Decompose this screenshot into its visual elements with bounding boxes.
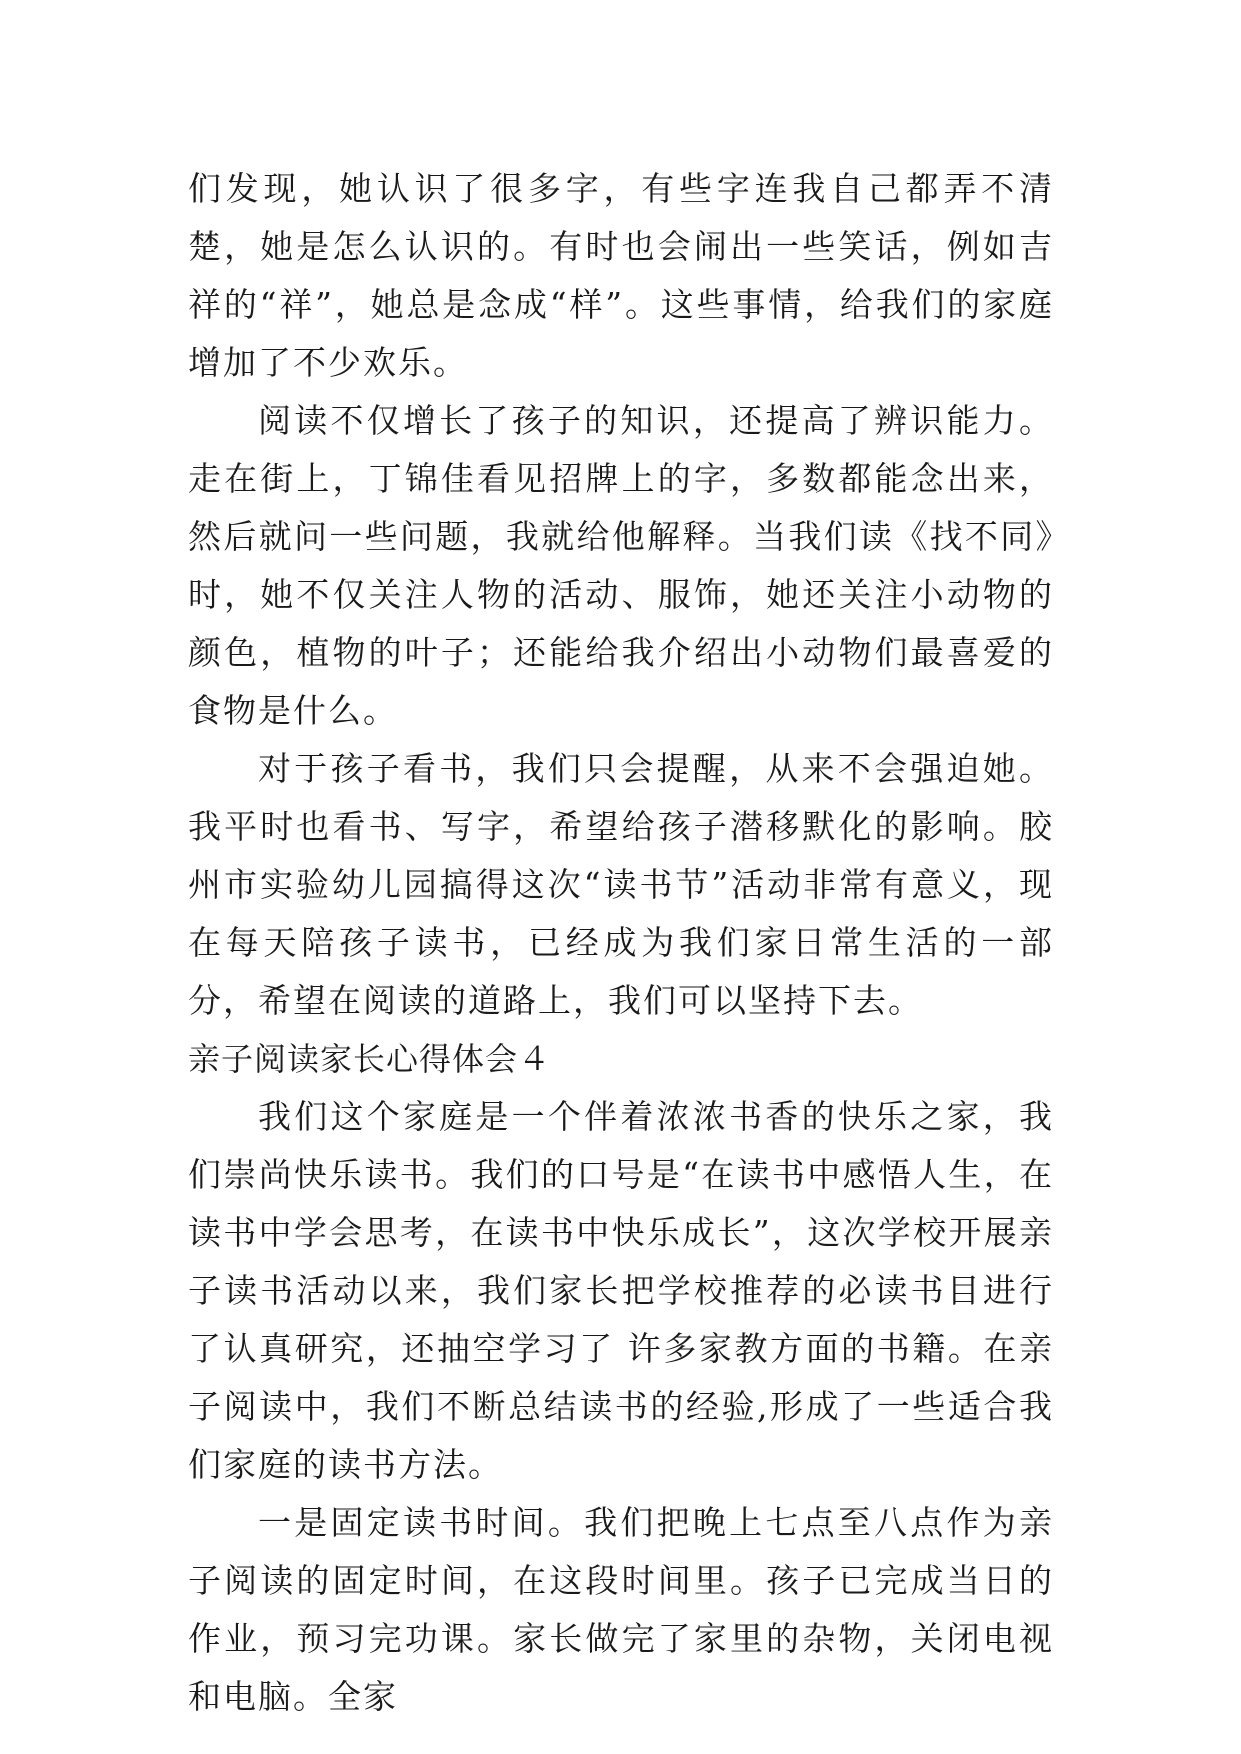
section-heading: 亲子阅读家长心得体会４ [188,1040,552,1078]
paragraph-reading-ability: 阅读不仅增长了孩子的知识，还提高了辨识能力。走在街上，丁锦佳看见招牌上的字，多数都能念出来，然后就问一些问题，我就给他解释。当我们读《找不同》时，她不仅关注人物的活动、服饰，她还关注小动物的颜色，植物的叶子；还能给我介绍出小动物们最喜爱的食物是什么。 [188,401,1054,730]
paragraph-continuation: 们发现，她认识了很多字，有些字连我自己都弄不清楚，她是怎么认识的。有时也会闹出一些笑话，例如吉祥的“祥”，她总是念成“样”。这些事情，给我们的家庭增加了不少欢乐。 [188,169,1054,382]
paragraph-reading-habit: 对于孩子看书，我们只会提醒，从来不会强迫她。我平时也看书、写字，希望给孩子潜移默化的影响。胶州市实验幼儿园搞得这次“读书节”活动非常有意义，现在每天陪孩子读书，已经成为我们家日常生活的一部分，希望在阅读的道路上，我们可以坚持下去。 [188,749,1054,1020]
paragraph-family-reading: 我们这个家庭是一个伴着浓浓书香的快乐之家，我们崇尚快乐读书。我们的口号是“在读书中感悟人生，在读书中学会思考，在读书中快乐成长”，这次学校开展亲子读书活动以来，我们家长把学校推荐的必读书目进行了认真研究，还抽空学习了 许多家教方面的书籍。在亲子阅读中，我们不断总结读书的经验,形成了一些适合我们家庭的读书方法。 [188,1097,1054,1484]
document-body [188,160,1054,1726]
paragraph-fixed-time: 一是固定读书时间。我们把晚上七点至八点作为亲子阅读的固定时间，在这段时间里。孩子已完成当日的作业，预习完功课。家长做完了家里的杂物，关闭电视和电脑。全家 [188,1503,1054,1716]
